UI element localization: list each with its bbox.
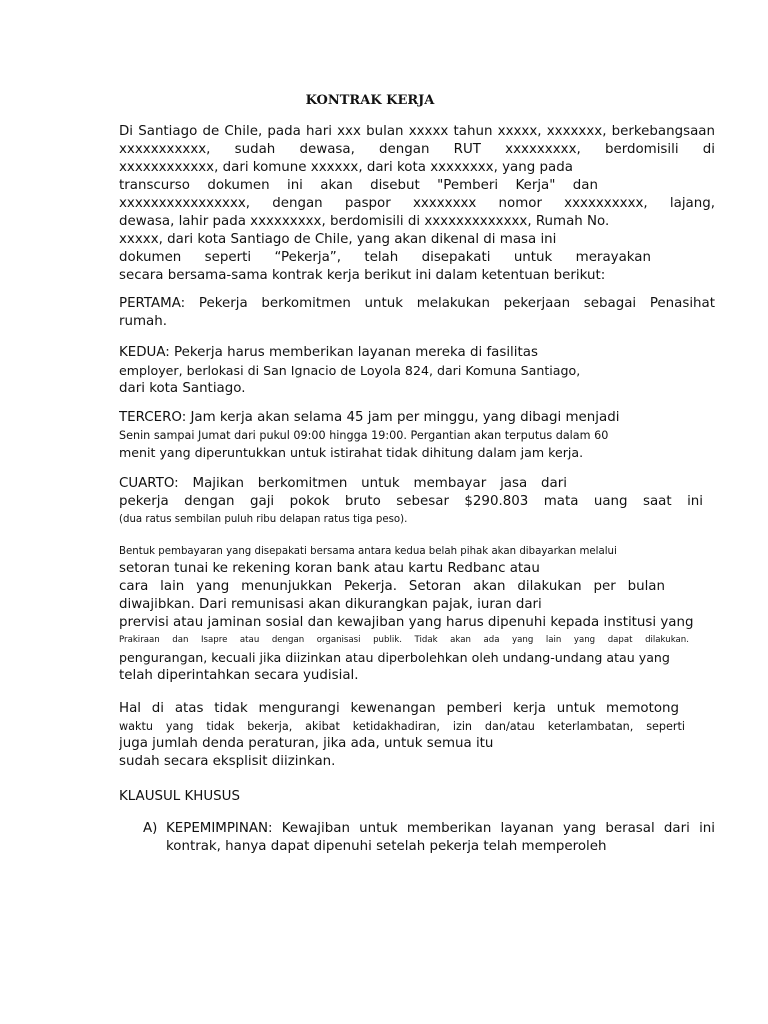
special-clauses-heading: KLAUSUL KHUSUS <box>119 789 240 804</box>
document-title: KONTRAK KERJA <box>305 93 435 108</box>
payment-line: Bentuk pembayaran yang disepakati bersama antara kedua belah pihak akan dibayarkan melalui <box>119 546 617 557</box>
clause-line: Senin sampai Jumat dari pukul 09:00 hingga 19:00. Pergantian akan terputus dalam 60 <box>119 429 609 442</box>
clause-cuarto <box>119 475 715 528</box>
intro-line: dokumen seperti “Pekerja”, telah disepakati untuk merayakan <box>119 250 651 265</box>
clause-line: menit yang diperuntukkan untuk istirahat tidak dihitung dalam jam kerja. <box>119 445 584 460</box>
intro-line: xxxxxxxxxxx, sudah dewasa, dengan RUT xxxxxxxxx, berdomisili di <box>119 142 715 157</box>
clause-tercero <box>119 409 715 462</box>
hal-line: Hal di atas tidak mengurangi kewenangan pemberi kerja untuk memotong <box>119 701 679 716</box>
intro-line: xxxxxxxxxxxxxxxx, dengan paspor xxxxxxxx nomor xxxxxxxxxx, lajang, <box>119 196 715 211</box>
intro-line: secara bersama-sama kontrak kerja berikut ini dalam ketentuan berikut: <box>119 268 606 283</box>
special-clause-line: kontrak, hanya dapat dipenuhi setelah pekerja telah memperoleh <box>166 839 607 854</box>
payment-paragraph <box>119 543 715 685</box>
intro-paragraph <box>119 123 715 285</box>
list-marker: A) <box>143 821 158 836</box>
intro-line: dewasa, lahir pada xxxxxxxxx, berdomisili di xxxxxxxxxxxxx, Rumah No. <box>119 214 610 229</box>
intro-line: Di Santiago de Chile, pada hari xxx bulan xxxxx tahun xxxxx, xxxxxxx, berkebangsaan <box>119 124 715 139</box>
payment-line: prervisi atau jaminan sosial dan kewajiban yang harus dipenuhi kepada institusi yang <box>119 615 694 630</box>
hal-line: waktu yang tidak bekerja, akibat ketidakhadiran, izin dan/atau keterlambatan, seperti <box>119 720 685 733</box>
payment-line: cara lain yang menunjukkan Pekerja. Setoran akan dilakukan per bulan <box>119 579 665 594</box>
clause-pertama <box>119 295 715 331</box>
clause-line: CUARTO: Majikan berkomitmen untuk membayar jasa dari <box>119 476 567 491</box>
payment-line: pengurangan, kecuali jika diizinkan atau diperbolehkan oleh undang-undang atau yang <box>119 650 670 665</box>
clause-line: PERTAMA: Pekerja berkomitmen untuk melakukan pekerjaan sebagai Penasihat <box>119 296 715 311</box>
payment-line: telah diperintahkan secara yudisial. <box>119 668 359 683</box>
special-clause-line: KEPEMIMPINAN: Kewajiban untuk memberikan layanan yang berasal dari ini <box>166 821 715 836</box>
clause-line: TERCERO: Jam kerja akan selama 45 jam per minggu, yang dibagi menjadi <box>119 410 620 425</box>
clause-kedua <box>119 344 715 398</box>
clause-line: dari kota Santiago. <box>119 381 246 396</box>
clause-line: rumah. <box>119 314 167 329</box>
hal-line: juga jumlah denda peraturan, jika ada, untuk semua itu <box>119 736 494 751</box>
clause-line: KEDUA: Pekerja harus memberikan layanan mereka di fasilitas <box>119 345 538 360</box>
intro-line: xxxxxxxxxxxx, dari komune xxxxxx, dari kota xxxxxxxx, yang pada <box>119 160 573 175</box>
intro-line: transcurso dokumen ini akan disebut "Pemberi Kerja" dan <box>119 178 598 193</box>
hal-line: sudah secara eksplisit diizinkan. <box>119 754 336 769</box>
clause-line: (dua ratus sembilan puluh ribu delapan ratus tiga peso). <box>119 514 408 525</box>
intro-line: xxxxx, dari kota Santiago de Chile, yang akan dikenal di masa ini <box>119 232 557 247</box>
clause-line: employer, berlokasi di San Ignacio de Loyola 824, dari Komuna Santiago, <box>119 363 581 378</box>
payment-line: Prakiraan dan Isapre atau dengan organisasi publik. Tidak akan ada yang lain yang dapat dilakukan. <box>119 635 689 645</box>
payment-line: setoran tunai ke rekening koran bank atau kartu Redbanc atau <box>119 561 540 576</box>
payment-line: diwajibkan. Dari remunisasi akan dikurangkan pajak, iuran dari <box>119 597 542 612</box>
hal-paragraph <box>119 700 715 771</box>
clause-line: pekerja dengan gaji pokok bruto sebesar $290.803 mata uang saat ini <box>119 494 703 509</box>
